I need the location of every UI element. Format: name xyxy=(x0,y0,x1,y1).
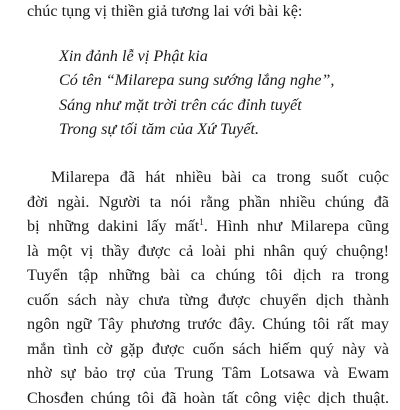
paragraph-line: là một vị thầy được cả loài phi nhân quý chuộng! xyxy=(27,239,389,264)
verse-line: Trong sự tối tăm của Xứ Tuyết. xyxy=(59,117,334,141)
paragraph-line-text: . Hình như Milarepa cũng xyxy=(204,217,389,235)
verse-line: Sáng như mặt trời trên các đỉnh tuyết xyxy=(59,93,334,117)
body-paragraph xyxy=(27,165,389,410)
intro-line: chúc tụng vị thiền giả tương lai với bài kệ: xyxy=(27,1,302,21)
paragraph-line: cuốn sách này chưa từng được chuyển dịch thành xyxy=(27,288,389,313)
paragraph-line: Chosđen chúng tôi đã hoàn tất công việc dịch thuật. xyxy=(27,386,389,410)
paragraph-line xyxy=(27,214,389,239)
paragraph-line: mắn tình cờ gặp được cuốn sách hiếm quý này và xyxy=(27,337,389,362)
verse-line: Xin đảnh lễ vị Phật kia xyxy=(59,44,334,68)
paragraph-line: đời ngài. Người ta nói rằng phần nhiều chúng đã xyxy=(27,190,389,215)
footnote-marker[interactable]: 1 xyxy=(199,217,204,227)
paragraph-line-text: bị những dakini lấy mất xyxy=(27,217,199,235)
paragraph-line: nhờ sự bảo trợ của Trung Tâm Lotsawa và Ewam xyxy=(27,361,389,386)
paragraph-line: Milarepa đã hát nhiều bài ca trong suốt cuộc xyxy=(27,165,389,190)
verse-line: Có tên “Milarepa sung sướng lắng nghe”, xyxy=(59,68,334,92)
verse-block xyxy=(59,44,334,142)
paragraph-line: ngôn ngữ Tây phương trước đây. Chúng tôi rất may xyxy=(27,312,389,337)
paragraph-line: Tuyển tập những bài ca chúng tôi dịch ra trong xyxy=(27,263,389,288)
